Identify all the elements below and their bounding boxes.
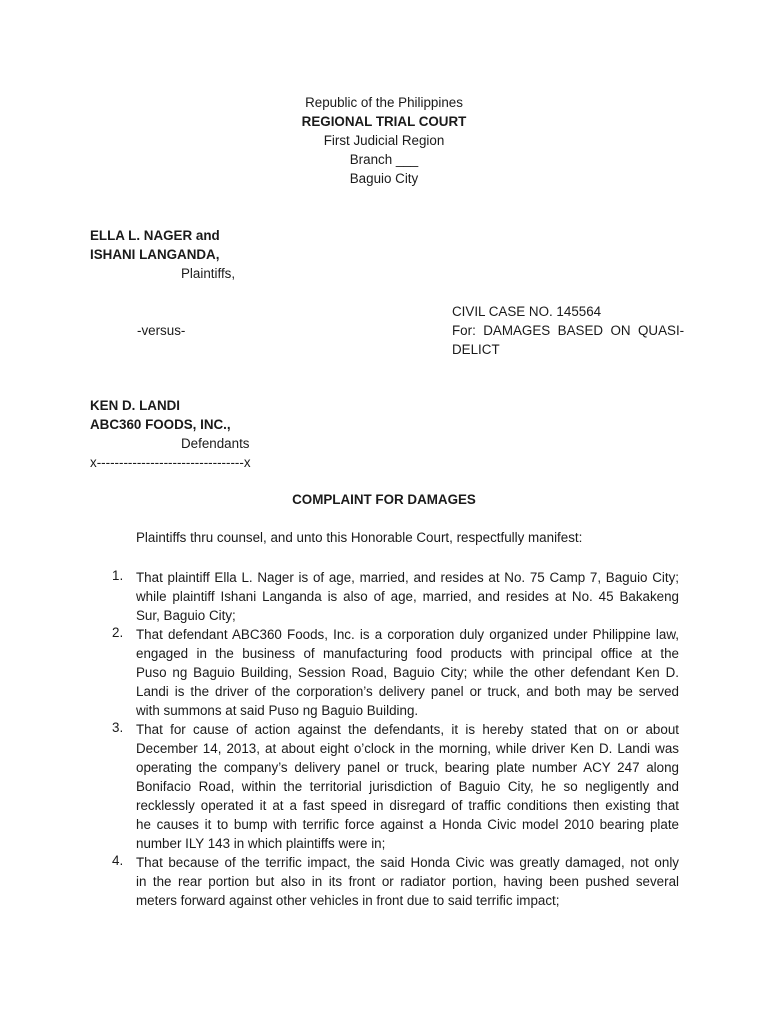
item-line: That for cause of action against the defendants, it is hereby stated that on or about <box>136 722 679 737</box>
item-line: in the rear portion but also in its front or radiator portion, having been pushed several <box>136 874 679 889</box>
caption-region: First Judicial Region <box>323 133 445 148</box>
item-line: Puso ng Baguio Building, Session Road, Baguio City; while the other defendant Ken D. <box>136 665 679 680</box>
list-item <box>136 853 679 910</box>
list-item <box>136 625 679 720</box>
item-line: number ILY 143 in which plaintiffs were in; <box>136 836 386 851</box>
item-number: 4. <box>112 853 124 868</box>
item-line: meters forward against other vehicles in front due to said terrific impact; <box>136 893 560 908</box>
caption-separator: x---------------------------------x <box>90 455 251 470</box>
item-line: That defendant ABC360 Foods, Inc. is a corporation duly organized under Philippine law, <box>136 627 679 642</box>
item-line: operating the company’s delivery panel or truck, bearing plate number ACY 247 along <box>136 760 679 775</box>
item-line: he causes it to bump with terrific force against a Honda Civic model 2010 bearing plate <box>136 817 679 832</box>
defendants-role: Defendants <box>181 436 250 451</box>
document-title: COMPLAINT FOR DAMAGES <box>292 492 476 507</box>
case-number: CIVIL CASE NO. 145564 <box>452 304 602 319</box>
item-number: 2. <box>112 625 124 640</box>
case-nature-line-1: For: DAMAGES BASED ON QUASI- <box>452 323 685 338</box>
item-line: recklessly operated it at a fast speed in disregard of traffic conditions then existing that <box>136 798 679 813</box>
item-line: while plaintiff Ishani Langanda is also of age, married, and resides at No. 45 Bakakeng <box>136 589 679 604</box>
item-line: That plaintiff Ella L. Nager is of age, married, and resides at No. 75 Camp 7, Baguio City; <box>136 570 679 585</box>
list-item <box>136 568 679 625</box>
defendant-name-1: KEN D. LANDI <box>90 398 181 413</box>
plaintiffs-role: Plaintiffs, <box>181 266 236 281</box>
caption-city: Baguio City <box>349 171 419 186</box>
caption-court: REGIONAL TRIAL COURT <box>301 114 467 129</box>
defendant-name-2: ABC360 FOODS, INC., <box>90 417 231 432</box>
item-line: engaged in the business of manufacturing food products with principal office at the <box>136 646 679 661</box>
caption-branch: Branch ___ <box>349 152 419 167</box>
list-item <box>136 720 679 853</box>
item-line: Bonifacio Road, within the territorial jurisdiction of Baguio City, he so negligently and <box>136 779 679 794</box>
item-line: That because of the terrific impact, the said Honda Civic was greatly damaged, not only <box>136 855 679 870</box>
caption-republic: Republic of the Philippines <box>305 95 463 110</box>
item-number: 3. <box>112 720 124 735</box>
intro-paragraph: Plaintiffs thru counsel, and unto this Honorable Court, respectfully manifest: <box>136 530 583 545</box>
item-line: Sur, Baguio City; <box>136 608 236 623</box>
case-nature-line-2: DELICT <box>452 342 500 357</box>
item-number: 1. <box>112 568 124 583</box>
item-line: Landi is the driver of the corporation’s delivery panel or truck, and both may be served <box>136 684 679 699</box>
item-line: December 14, 2013, at about eight o’clock in the morning, while driver Ken D. Landi was <box>136 741 679 756</box>
plaintiff-name-2: ISHANI LANGANDA, <box>90 247 220 262</box>
versus-label: -versus- <box>137 323 186 338</box>
item-line: with summons at said Puso ng Baguio Building. <box>136 703 419 718</box>
plaintiff-name-1: ELLA L. NAGER and <box>90 228 220 243</box>
